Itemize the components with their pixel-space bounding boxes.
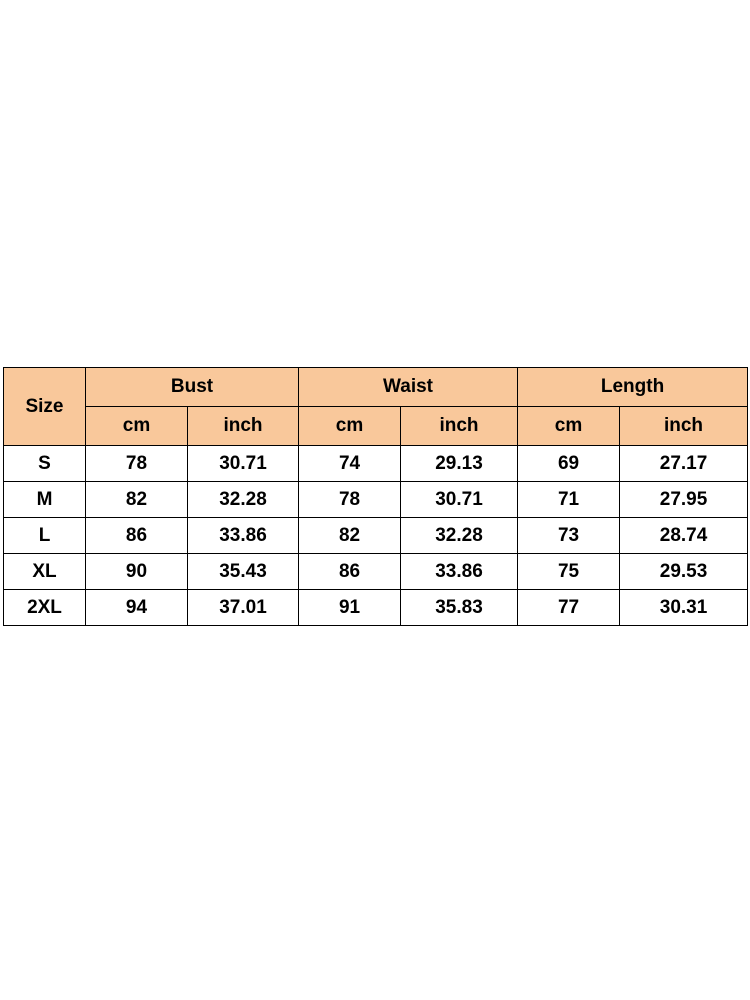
waist-cm-cell: 82 [299, 518, 401, 554]
bust-inch-cell: 35.43 [188, 554, 299, 590]
bust-cm-cell: 86 [86, 518, 188, 554]
bust-inch-cell: 37.01 [188, 590, 299, 626]
size-cell: S [4, 446, 86, 482]
table-row [4, 590, 748, 626]
waist-inch-cell: 35.83 [401, 590, 518, 626]
size-cell: 2XL [4, 590, 86, 626]
length-inch-cell: 30.31 [620, 590, 748, 626]
table-row [4, 446, 748, 482]
waist-cm-cell: 74 [299, 446, 401, 482]
size-header: Size [4, 368, 86, 446]
length-cm-cell: 77 [518, 590, 620, 626]
bust-inch-cell: 33.86 [188, 518, 299, 554]
length-inch-cell: 27.95 [620, 482, 748, 518]
length-inch-cell: 29.53 [620, 554, 748, 590]
table-row [4, 554, 748, 590]
bust-inch-cell: 32.28 [188, 482, 299, 518]
length-cm-cell: 73 [518, 518, 620, 554]
size-cell: XL [4, 554, 86, 590]
length-cm-cell: 75 [518, 554, 620, 590]
table-row [4, 518, 748, 554]
waist-cm-cell: 86 [299, 554, 401, 590]
waist-inch-cell: 33.86 [401, 554, 518, 590]
header-row-units [4, 407, 748, 446]
length-cm-cell: 69 [518, 446, 620, 482]
bust-header: Bust [86, 368, 299, 407]
length-cm-cell: 71 [518, 482, 620, 518]
length-header: Length [518, 368, 748, 407]
unit-header: inch [620, 407, 748, 446]
bust-cm-cell: 82 [86, 482, 188, 518]
size-cell: L [4, 518, 86, 554]
waist-inch-cell: 30.71 [401, 482, 518, 518]
size-cell: M [4, 482, 86, 518]
waist-cm-cell: 78 [299, 482, 401, 518]
waist-header: Waist [299, 368, 518, 407]
unit-header: inch [401, 407, 518, 446]
length-inch-cell: 28.74 [620, 518, 748, 554]
bust-inch-cell: 30.71 [188, 446, 299, 482]
header-row-groups [4, 368, 748, 407]
unit-header: cm [518, 407, 620, 446]
unit-header: cm [86, 407, 188, 446]
length-inch-cell: 27.17 [620, 446, 748, 482]
waist-cm-cell: 91 [299, 590, 401, 626]
size-chart-table [3, 367, 748, 626]
bust-cm-cell: 94 [86, 590, 188, 626]
bust-cm-cell: 78 [86, 446, 188, 482]
unit-header: inch [188, 407, 299, 446]
waist-inch-cell: 29.13 [401, 446, 518, 482]
unit-header: cm [299, 407, 401, 446]
waist-inch-cell: 32.28 [401, 518, 518, 554]
table-row [4, 482, 748, 518]
bust-cm-cell: 90 [86, 554, 188, 590]
